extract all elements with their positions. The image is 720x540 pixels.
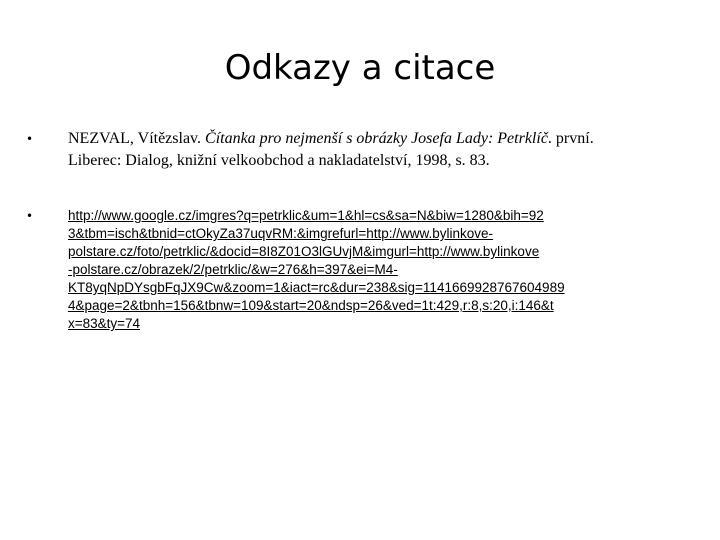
url-line[interactable]: x=83&ty=74 <box>68 316 141 331</box>
url-line[interactable]: 4&page=2&tbnh=156&tbnw=109&start=20&ndsp=26&ved=1t:429,r:8,s:20,i:146&t <box>68 298 554 313</box>
source-url-link[interactable] <box>68 207 680 333</box>
reference-publisher: Liberec: Dialog, knižní velkoobchod a nakladatelství, 1998, s. 83. <box>68 152 490 169</box>
url-line[interactable]: -polstare.cz/obrazek/2/petrklic/&w=276&h=397&ei=M4- <box>68 262 398 277</box>
reference-edition: . první. <box>547 130 594 147</box>
url-line[interactable]: KT8yqNpDYsgbFqJX9Cw&zoom=1&iact=rc&dur=238&sig=1141669928767604989 <box>68 280 565 295</box>
slide-title: Odkazy a citace <box>224 48 496 88</box>
reference-author: NEZVAL, Vítězslav. <box>68 130 202 147</box>
url-line[interactable]: http://www.google.cz/imgres?q=petrklic&um=1&hl=cs&sa=N&biw=1280&bih=92 <box>68 208 544 223</box>
url-line[interactable]: polstare.cz/foto/petrklic/&docid=8I8Z01O3lGUvjM&imgurl=http://www.bylinkove <box>68 244 540 259</box>
bullet-url: • <box>26 209 34 223</box>
url-line[interactable]: 3&tbm=isch&tbnid=ctOkyZa37uqvRM:&imgrefurl=http://www.bylinkove- <box>68 226 494 241</box>
book-reference <box>68 128 680 172</box>
bullet-reference: • <box>26 132 34 146</box>
reference-title: Čítanka pro nejmenší s obrázky Josefa Lady: Petrklíč <box>205 130 548 147</box>
